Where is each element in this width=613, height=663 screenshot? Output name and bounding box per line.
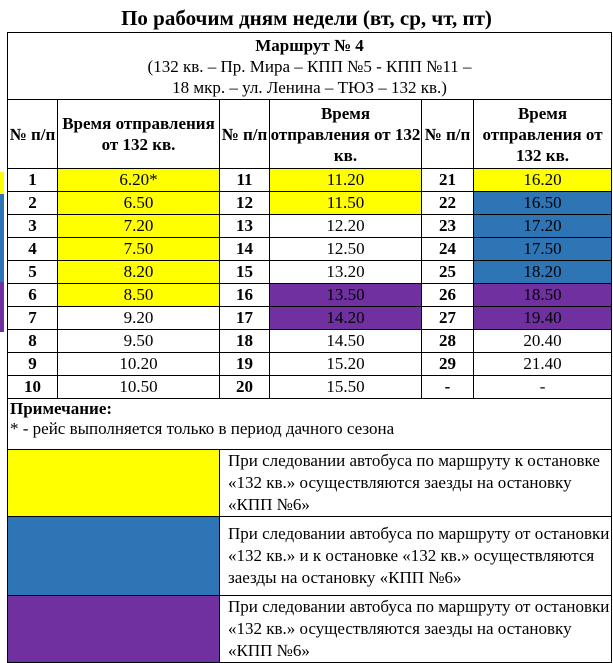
schedule-sheet xyxy=(7,32,611,663)
trip-number: 16 xyxy=(220,284,270,307)
edge-mark-yellow xyxy=(0,172,4,194)
departure-time: 17.50 xyxy=(474,238,612,261)
departure-time: 15.50 xyxy=(270,376,422,399)
table-row xyxy=(8,330,612,353)
departure-time: 6.50 xyxy=(58,192,220,215)
trip-number: 15 xyxy=(220,261,270,284)
legend-swatch-blue xyxy=(8,517,220,596)
trip-number: 29 xyxy=(422,353,474,376)
departure-time: 12.50 xyxy=(270,238,422,261)
trip-number: 13 xyxy=(220,215,270,238)
trip-number: 22 xyxy=(422,192,474,215)
departure-time: 7.20 xyxy=(58,215,220,238)
trip-number: 5 xyxy=(8,261,58,284)
table-row xyxy=(8,353,612,376)
col-header-num: № п/п xyxy=(8,100,58,169)
trip-number: - xyxy=(422,376,474,399)
table-row xyxy=(8,169,612,192)
table-row xyxy=(8,238,612,261)
departure-time: 21.40 xyxy=(474,353,612,376)
trip-number: 9 xyxy=(8,353,58,376)
trip-number: 6 xyxy=(8,284,58,307)
trip-number: 25 xyxy=(422,261,474,284)
trip-number: 27 xyxy=(422,307,474,330)
trip-number: 20 xyxy=(220,376,270,399)
legend-text-purple: При следовании автобуса по маршруту от остановки «132 кв.» осуществляются заезды на остановку «КПП №6» xyxy=(220,596,612,663)
trip-number: 14 xyxy=(220,238,270,261)
trip-number: 24 xyxy=(422,238,474,261)
table-row xyxy=(8,215,612,238)
route-path-line1: (132 кв. – Пр. Мира – КПП №5 - КПП №11 – xyxy=(147,56,472,76)
departure-time: 8.20 xyxy=(58,261,220,284)
note-title: Примечание: xyxy=(10,399,113,418)
departure-time: 17.20 xyxy=(474,215,612,238)
departure-time: 12.20 xyxy=(270,215,422,238)
col-header-time: Время отправления от 132 кв. xyxy=(58,100,220,169)
table-row xyxy=(8,284,612,307)
legend-swatch-purple xyxy=(8,596,220,663)
schedule-table xyxy=(7,32,612,663)
departure-time: - xyxy=(474,376,612,399)
departure-time: 10.20 xyxy=(58,353,220,376)
col-header-num: № п/п xyxy=(220,100,270,169)
legend-text-yellow: При следовании автобуса по маршруту к остановке «132 кв.» осуществляются заезды на остановку «КПП №6» xyxy=(220,450,612,517)
col-header-time: Время отправления от 132 кв. xyxy=(474,100,612,169)
trip-number: 21 xyxy=(422,169,474,192)
departure-time: 7.50 xyxy=(58,238,220,261)
departure-time: 9.50 xyxy=(58,330,220,353)
trip-number: 10 xyxy=(8,376,58,399)
column-header-row xyxy=(8,100,612,169)
trip-number: 8 xyxy=(8,330,58,353)
trip-number: 23 xyxy=(422,215,474,238)
legend-text-blue: При следовании автобуса по маршруту от остановки «132 кв.» и к остановке «132 кв.» осуществляются заезды на остановку «КПП №6» xyxy=(220,517,612,596)
edge-mark-blue xyxy=(0,194,4,282)
departure-time: 11.20 xyxy=(270,169,422,192)
trip-number: 3 xyxy=(8,215,58,238)
legend-swatch-yellow xyxy=(8,450,220,517)
route-header xyxy=(8,33,612,100)
departure-time: 18.50 xyxy=(474,284,612,307)
trip-number: 18 xyxy=(220,330,270,353)
departure-time: 9.20 xyxy=(58,307,220,330)
trip-number: 26 xyxy=(422,284,474,307)
departure-time: 13.20 xyxy=(270,261,422,284)
departure-time: 11.50 xyxy=(270,192,422,215)
departure-time: 16.20 xyxy=(474,169,612,192)
col-header-num: № п/п xyxy=(422,100,474,169)
departure-time: 14.20 xyxy=(270,307,422,330)
departure-time: 19.40 xyxy=(474,307,612,330)
note-cell xyxy=(8,399,612,450)
trip-number: 7 xyxy=(8,307,58,330)
trip-number: 17 xyxy=(220,307,270,330)
departure-time: 20.40 xyxy=(474,330,612,353)
trip-number: 12 xyxy=(220,192,270,215)
trip-number: 19 xyxy=(220,353,270,376)
table-row xyxy=(8,261,612,284)
table-row xyxy=(8,307,612,330)
schedule-title: По рабочим дням недели (вт, ср, чт, пт) xyxy=(121,6,492,30)
departure-time: 15.20 xyxy=(270,353,422,376)
trip-number: 4 xyxy=(8,238,58,261)
table-row xyxy=(8,376,612,399)
departure-time: 6.20* xyxy=(58,169,220,192)
trip-number: 28 xyxy=(422,330,474,353)
departure-time: 14.50 xyxy=(270,330,422,353)
departure-time: 13.50 xyxy=(270,284,422,307)
edge-mark-purple xyxy=(0,282,4,332)
departure-time: 10.50 xyxy=(58,376,220,399)
col-header-time: Время отправления от 132 кв. xyxy=(270,100,422,169)
departure-time: 16.50 xyxy=(474,192,612,215)
trip-number: 1 xyxy=(8,169,58,192)
legend-row-blue xyxy=(8,517,612,596)
departure-time: 8.50 xyxy=(58,284,220,307)
note-text: * - рейс выполняется только в период дачного сезона xyxy=(10,419,395,438)
departure-time: 18.20 xyxy=(474,261,612,284)
route-path-line2: 18 мкр. – ул. Ленина – ТЮЗ – 132 кв.) xyxy=(172,77,447,97)
table-row xyxy=(8,192,612,215)
route-name: Маршрут № 4 xyxy=(255,35,364,55)
legend-row-purple xyxy=(8,596,612,663)
trip-number: 2 xyxy=(8,192,58,215)
legend-row-yellow xyxy=(8,450,612,517)
trip-number: 11 xyxy=(220,169,270,192)
